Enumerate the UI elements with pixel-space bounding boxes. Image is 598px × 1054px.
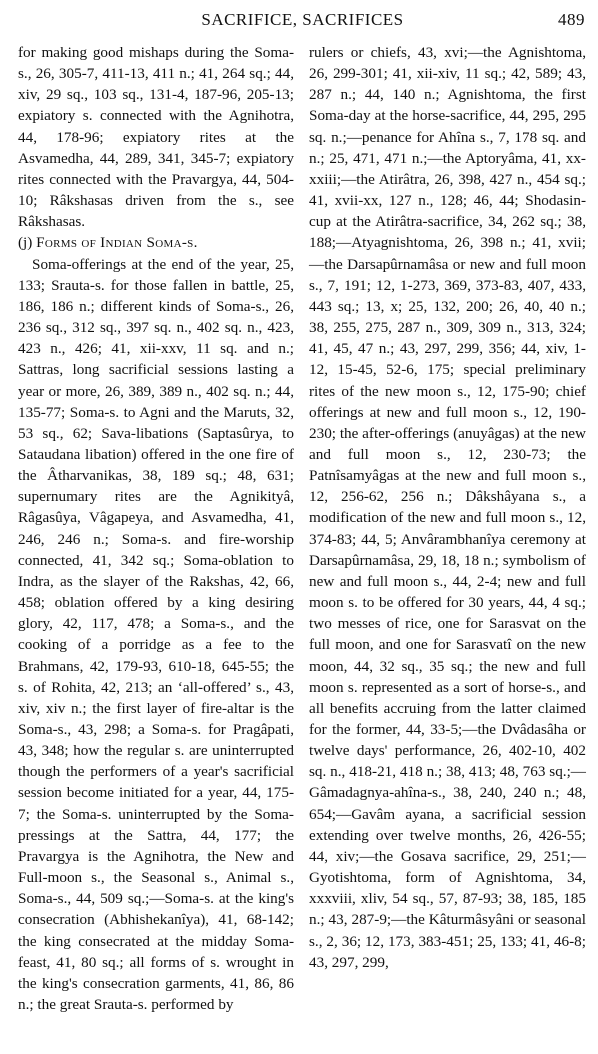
left-paragraph-1: for making good mishaps during the Soma-s., 26, 305-7, 411-13, 411 n.; 41, 264 sq.; 44, xiv, 29 sq., 103 sq., 131-4, 187-96, 205-13; expiatory s. connected with the Agnihotra, 44, 178-96; expiatory rites at the Asvamedha, 44, 289, 341, 345-7; expiatory rites connected with the Pravargya, 44, 504-10; Râkshasas driven from the s., see Râkshasas. — [18, 44, 294, 231]
section-title: Forms of Indian Soma-s. — [36, 234, 198, 252]
section-label: (j) — [18, 234, 33, 252]
right-paragraph-1: rulers or chiefs, 43, xvi;—the Agnishtoma, 26, 299-301; 41, xii-xiv, 11 sq.; 42, 589; 43, 287 n.; 44, 140 n.; Agnishtoma, the first Soma-day at the horse-sacrifice, 44, 295, 295 sq. n.;—penance for Ahîna s., 7, 178 sq. and n.; 25, 471, 471 n.;—the Aptoryâma, 41, xx-xxiii;—the Atirâtra, 26, 398, 427 n., 454 sq.; 41, xvii-xx, 127 n., 128; 46, 44; Shodasin-cup at the Atirâtra-sacrifice, 34, 262 sq.; 38, 188;—Atyagnishtoma, 26, 398 n.; 41, xvii;—the Darsapûrnamâsa or new and full moon s., 7, 191; 12, 1-273, 369, 373-83, 407, 433, 443 sq.; 13, x; 25, 132, 200; 26, 40, 40 n.; 38, 255, 275, 287 n., 309, 309 n., 313, 324; 41, 45, 47 n.; 43, 297, 299, 356; 44, xiv, 1-12, 15-45, 52-6, 175; special preliminary rites of the new moon s., 12, 175-90; chief offerings at new and full moon s., 12, 190-230; the after-offerings (anuyâgas) at the new and full moon s., 12, 230-73; the Patnîsamyâgas at the new and full moon s., 12, 256-62, 256 n.; Dâkshâyana s., a modification of the new and full moon s., 12, 374-83; 44, 5; Anvârambhanîya ceremony at Darsapûrnamâsa, 29, 18, 18 n.; symbolism of new and full moon s., 44, 2-4; new and full moon s. to be offered for 30 years, 44, 4 sq.; two messes of rice, one for Sarasvat on the full moon, and one for Sarasvatî on the new moon, 44, 32 sq., 35 sq.; the new and full moon s. represented as a sort of horse-s., and all benefits accruing from the latter claimed for the former, 44, 33-5;—the Dvâdasâha or twelve days' performance, 26, 402-10, 402 sq. n., 418-21, 418 n.; 38, 413; 48, 763 sq.;—Gâmadagnya-ahîna-s., 38, 240, 240 n.; 48, 654;—Gavâm ayana, a sacrificial session extending over twelve months, 26, 426-55; 44, xiv;—the Gosava sacrifice, 29, 251;—Gyotishtoma, form of Agnishtoma, 34, xxxviii, xliv, 54 sq., 57, 87-93; 38, 185, 185 n.; 43, 287-9;—the Kâturmâsyâni or seasonal s., 2, 36; 12, 173, 383-451; 25, 133; 41, 46-8; 43, 297, 299, — [309, 44, 586, 971]
left-paragraph-2: Soma-offerings at the end of the year, 25, 133; Srauta-s. for those fallen in battle, 25, 186, 186 n.; different kinds of Soma-s., 26, 236 sq., 312 sq., 397 sq. n., 402 sq. n., 423, 423 n., 426; 41, xii-xxv, 11 sq. and n.; Sattras, long sacrificial sessions lasting a year or more, 26, 389, 389 n., 402 sq. n.; 44, 135-77; Soma-s. to Agni and the Maruts, 32, 53 sq., 62; Sava-libations (Saptasûrya, to Sataudana libation) offered in the one fire of the Âtharvanikas, 38, 189 sq.; 48, 631; supernumary rites are the Agnikityâ, Râgasûya, Vâgapeya, and Asvamedha, 41, 246, 246 n.; Soma-s. and fire-worship connected, 41, 342 sq.; Soma-oblation to Indra, as the slayer of the Rakshas, 42, 66, 458; oblation offered by a king desiring glory, 42, 117, 478; a Soma-s., and the cooking of a porridge as a fee to the Brahmans, 42, 179-93, 610-18, 645-55; the s. of Rohita, 42, 213; an ‘all-offered’ s., 43, xiv, xiv n.; the first layer of fire-altar is the Soma-s., 43, 298; a Soma-s. for Pragâpati, 43, 348; how the regular s. are uninterrupted though the performers of a year's sacrificial session become initiated for a year, 44, 175-7; the Soma-s. uninterrupted by the Soma-pressings at the Sattra, 44, 177; the Pravargya is the Agnihotra, the New and Full-moon s., the Seasonal s., Animal s., Soma-s., 44, 509 sq.;—Soma-s. at the king's consecration (Abhishekanîya), 41, 68-142; the king consecrated at the midday Soma-feast, 41, 80 sq.; all forms of s. wrought in the king's consecration garments, 41, 86, 86 n.; the great Srauta-s. performed by — [18, 255, 294, 1014]
header-title: SACRIFICE, SACRIFICES — [201, 10, 404, 29]
running-header — [20, 10, 585, 34]
section-heading — [18, 232, 294, 253]
right-column — [309, 42, 586, 973]
left-column — [18, 42, 294, 1015]
page-number: 489 — [558, 10, 585, 29]
